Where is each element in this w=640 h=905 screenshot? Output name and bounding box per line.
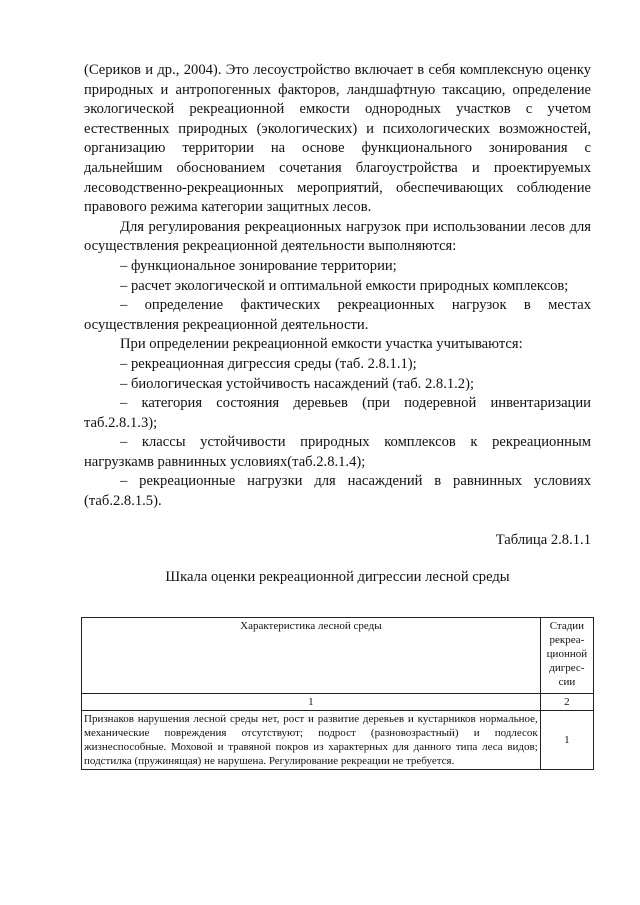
paragraph-intro: (Сериков и др., 2004). Это лесоустройство включает в себя комплексную оценку природных и антропогенных факторов, ландшафтную таксацию, определение экологической рекреационной емкости однородных участков с учетом естественных природных (экологических) и психологических возможностей, организацию территории на основе функционального зонирования с дальнейшим обоснованием сочетания благоустройства и проектируемых лесоводственно-рекреационных мероприятий, обеспечивающих соблюдение правового режима категории защитных лесов. [84,62,591,216]
paragraph-regulation: Для регулирования рекреационных нагрузок при использовании лесов для осуществления рекреационной деятельности выполняются: [84,218,591,255]
table-row [82,711,594,770]
list-item-recreational-loads: – рекреационные нагрузки для насаждений в равнинных условиях (таб.2.8.1.5). [84,473,591,510]
table-column-number-2: 2 [540,694,593,711]
list-item-capacity: – расчет экологической и оптимальной емкости природных комплексов; [120,277,569,294]
table-number-row [82,694,594,711]
table-header-row [82,618,594,694]
list-item-zoning: – функциональное зонирование территории; [120,257,397,274]
list-item-tree-category: – категория состояния деревьев (при подеревной инвентаризации таб.2.8.1.3); [84,395,591,431]
list-item-loads: – определение фактических рекреационных нагрузок в местах осуществления рекреационной деятельности. [84,297,591,333]
table-cell-stage: 1 [540,711,593,770]
document-body [84,61,591,588]
list-item-stability: – биологическая устойчивость насаждений (таб. 2.8.1.2); [120,375,474,392]
list-item-digression: – рекреационная дигрессия среды (таб. 2.8.1.1); [120,355,417,372]
table-header-stage: Стадии рекреа-ционной дигрес-сии [540,618,593,694]
table-title: Шкала оценки рекреационной дигрессии лесной среды [165,569,510,586]
table-header-characteristic: Характеристика лесной среды [82,618,541,694]
table-label: Таблица 2.8.1.1 [495,531,591,548]
table-cell-description: Признаков нарушения лесной среды нет, рост и развитие деревьев и кустарников нормальное, механические повреждения отсутствуют; подрост (разновозрастный) и подлесок жизнеспособные. Моховой и травяной покров из характерных для данного типа леса видов; подстилка (пружинящая) не нарушена. Регулирование рекреации не требуется. [82,711,541,770]
table-column-number-1: 1 [82,694,541,711]
digression-scale-table [81,617,594,770]
paragraph-capacity-factors: При определении рекреационной емкости участка учитываются: [120,336,523,353]
list-item-stability-classes: – классы устойчивости природных комплексов к рекреационным нагрузкамв равнинных условиях(таб.2.8.1.4); [84,434,591,470]
